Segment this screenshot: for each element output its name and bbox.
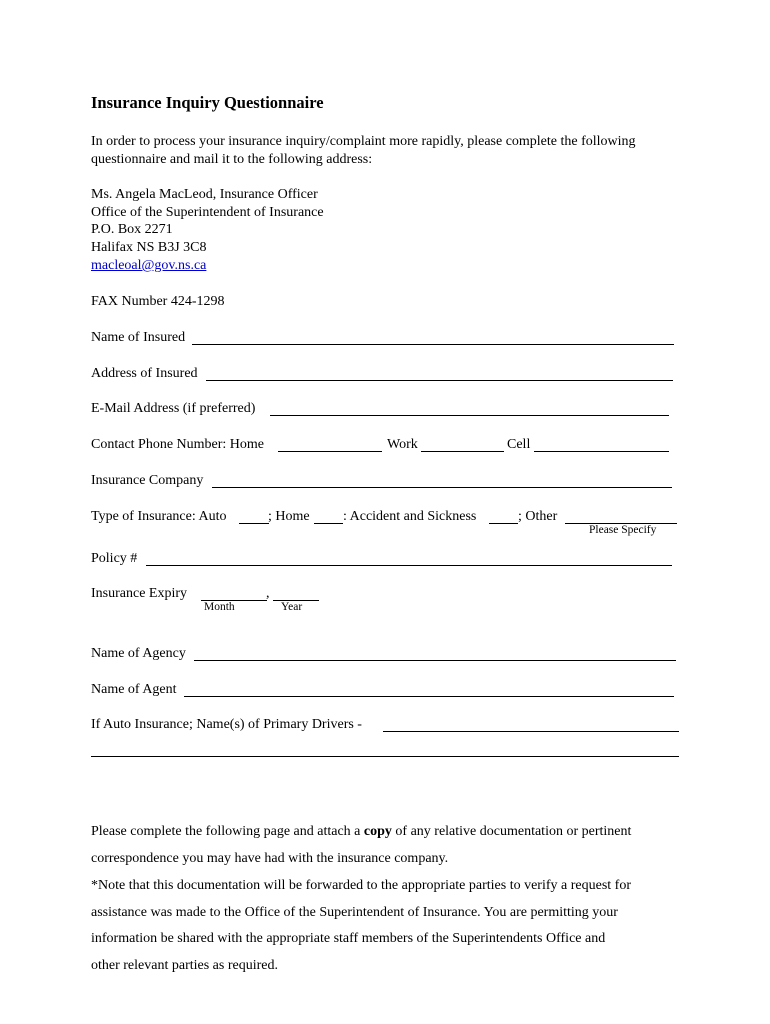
type-accident-label: : Accident and Sickness <box>343 509 477 524</box>
type-home-field[interactable] <box>314 523 343 524</box>
primary-drivers-label: If Auto Insurance; Name(s) of Primary Drivers - <box>91 717 362 732</box>
name-of-insured-label: Name of Insured <box>91 330 186 345</box>
primary-drivers-field-2[interactable] <box>91 756 679 757</box>
type-auto-label: Type of Insurance: Auto <box>91 509 227 524</box>
note-line-4: other relevant parties as required. <box>91 958 278 973</box>
closing-copy-emphasis: copy <box>363 824 392 839</box>
insurance-company-label: Insurance Company <box>91 473 204 488</box>
address-name: Ms. Angela MacLeod, Insurance Officer <box>91 187 318 202</box>
address-of-insured-label: Address of Insured <box>91 366 198 381</box>
phone-work-field[interactable] <box>421 451 504 452</box>
address-city: Halifax NS B3J 3C8 <box>91 240 207 255</box>
type-auto-field[interactable] <box>239 523 269 524</box>
note-line-1: *Note that this documentation will be forwarded to the appropriate parties to verify a request for <box>91 878 631 893</box>
primary-drivers-field-1[interactable] <box>383 731 679 732</box>
type-accident-field[interactable] <box>489 523 518 524</box>
address-box: P.O. Box 2271 <box>91 222 173 237</box>
expiry-label: Insurance Expiry <box>91 586 188 601</box>
agent-label: Name of Agent <box>91 682 177 697</box>
closing-line-1-start: Please complete the following page and attach a <box>91 824 364 839</box>
address-office: Office of the Superintendent of Insurance <box>91 205 324 220</box>
note-line-3: information be shared with the appropriate staff members of the Superintendents Office and <box>91 931 606 946</box>
note-line-2: assistance was made to the Office of the Superintendent of Insurance. You are permitting your <box>91 905 618 920</box>
email-link[interactable]: macleoal@gov.ns.ca <box>91 258 207 273</box>
page-title: Insurance Inquiry Questionnaire <box>91 93 324 112</box>
agency-field[interactable] <box>194 660 676 661</box>
phone-home-label: Contact Phone Number: Home <box>91 437 265 452</box>
policy-label: Policy # <box>91 551 138 566</box>
policy-field[interactable] <box>146 565 672 566</box>
type-home-label: ; Home <box>268 509 310 524</box>
intro-line-1: In order to process your insurance inquiry/complaint more rapidly, please complete the following <box>91 134 636 149</box>
expiry-comma: , <box>266 586 270 601</box>
phone-work-label: Work <box>387 437 418 452</box>
email-label: E-Mail Address (if preferred) <box>91 401 256 416</box>
expiry-month-label: Month <box>204 601 235 613</box>
address-of-insured-field[interactable] <box>206 380 673 381</box>
closing-line-1-end: of any relative documentation or pertinent <box>391 824 632 839</box>
agent-field[interactable] <box>184 696 674 697</box>
closing-line-2: correspondence you may have had with the insurance company. <box>91 851 449 866</box>
expiry-year-label: Year <box>281 601 303 613</box>
phone-cell-field[interactable] <box>534 451 669 452</box>
intro-line-2: questionnaire and mail it to the following address: <box>91 152 373 167</box>
phone-cell-label: Cell <box>507 437 531 452</box>
name-of-insured-field[interactable] <box>192 344 674 345</box>
fax-number: FAX Number 424-1298 <box>91 294 225 309</box>
email-field[interactable] <box>270 415 669 416</box>
please-specify-label: Please Specify <box>589 524 657 536</box>
closing-line-1 <box>91 823 631 841</box>
agency-label: Name of Agency <box>91 646 186 661</box>
type-other-label: ; Other <box>518 509 558 524</box>
insurance-company-field[interactable] <box>212 487 672 488</box>
phone-home-field[interactable] <box>278 451 382 452</box>
